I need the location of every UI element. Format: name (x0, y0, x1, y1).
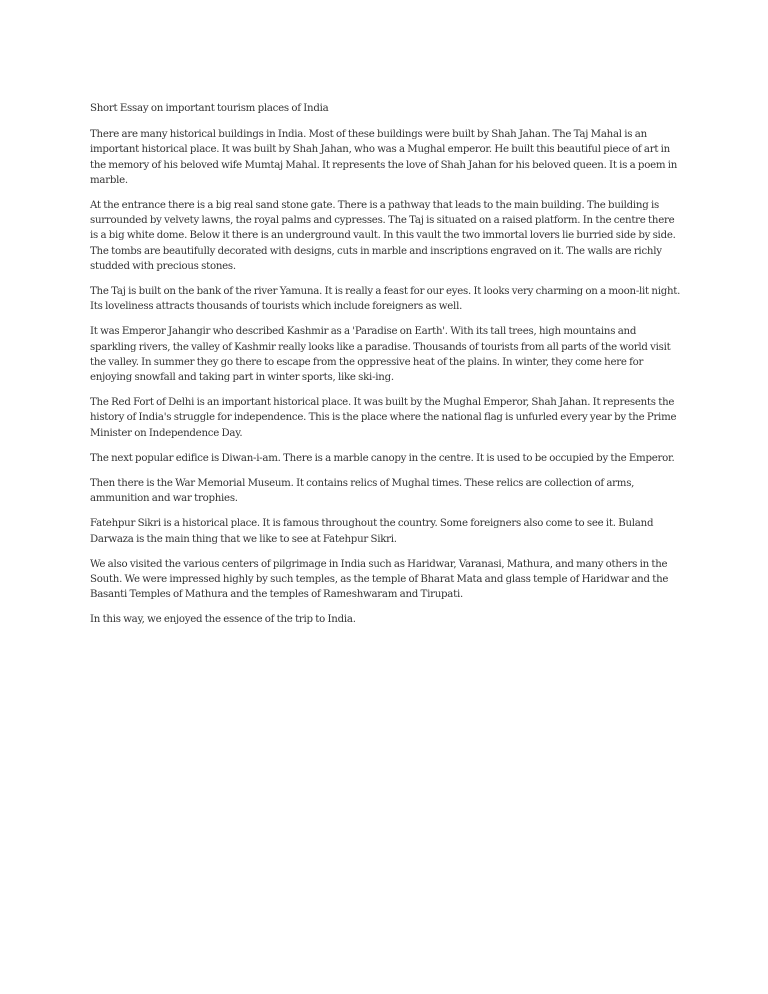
paragraph-yamuna: The Taj is built on the bank of the river Yamuna. It is really a feast for our eyes. It looks very charming on a moon-lit night. Its loveliness attracts thousands of tourists which include foreigners as well. (90, 286, 681, 313)
paragraph-diwan-i-am: The next popular edifice is Diwan-i-am. There is a marble canopy in the centre. It is used to be occupied by the Emperor. (90, 452, 675, 464)
paragraph-red-fort: The Red Fort of Delhi is an important historical place. It was built by the Mughal Emperor, Shah Jahan. It represents the history of India's struggle for independence. This is the place where the national flag is unfurled every year by the Prime Minister on Independence Day. (90, 397, 677, 439)
paragraph-pilgrimage: We also visited the various centers of pilgrimage in India such as Haridwar, Varanasi, Mathura, and many others in the South. We were impressed highly by such temples, as the temple of Bharat Mata and glass temple of Haridwar and the Basanti Temples of Mathura and the temples of Rameshwaram and Tirupati. (90, 558, 669, 601)
paragraph-war-memorial: Then there is the War Memorial Museum. It contains relics of Mughal times. These relics are collection of arms, ammunition and war trophies. (90, 478, 635, 505)
paragraph-fatehpur-sikri: Fatehpur Sikri is a historical place. It is famous throughout the country. Some foreigners also come to see it. Buland Darwaza is the main thing that we like to see at Fatehpur Sikri. (90, 518, 654, 545)
essay-title: Short Essay on important tourism places of India (90, 103, 329, 114)
paragraph-entrance: At the entrance there is a big real sand stone gate. There is a pathway that leads to the main building. The building is surrounded by velvety lawns, the royal palms and cypresses. The Taj is situated on a raised platform. In the centre there is a big white dome. Below it there is an underground vault. In this vault the two immortal lovers lie burried side by side. The tombs are beautifully decorated with designs, cuts in marble and inscriptions engraved on it. The walls are richly studded with precious stones. (90, 200, 676, 272)
paragraph-conclusion: In this way, we enjoyed the essence of the trip to India. (90, 614, 356, 626)
paragraph-kashmir: It was Emperor Jahangir who described Kashmir as a 'Paradise on Earth'. With its tall trees, high mountains and sparkling rivers, the valley of Kashmir really looks like a paradise. Thousands of tourists from all parts of the world visit the valley. In summer they go there to escape from the oppressive heat of the plains. In winter, they come here for enjoying snowfall and taking part in winter sports, like ski-ing. (90, 326, 671, 384)
essay-content (90, 101, 682, 638)
paragraph-taj-mahal: There are many historical buildings in India. Most of these buildings were built by Shah Jahan. The Taj Mahal is an important historical place. It was built by Shah Jahan, who was a Mughal emperor. He built this beautiful piece of art in the memory of his beloved wife Mumtaj Mahal. It represents the love of Shah Jahan for his beloved queen. It is a poem in marble. (90, 129, 678, 186)
